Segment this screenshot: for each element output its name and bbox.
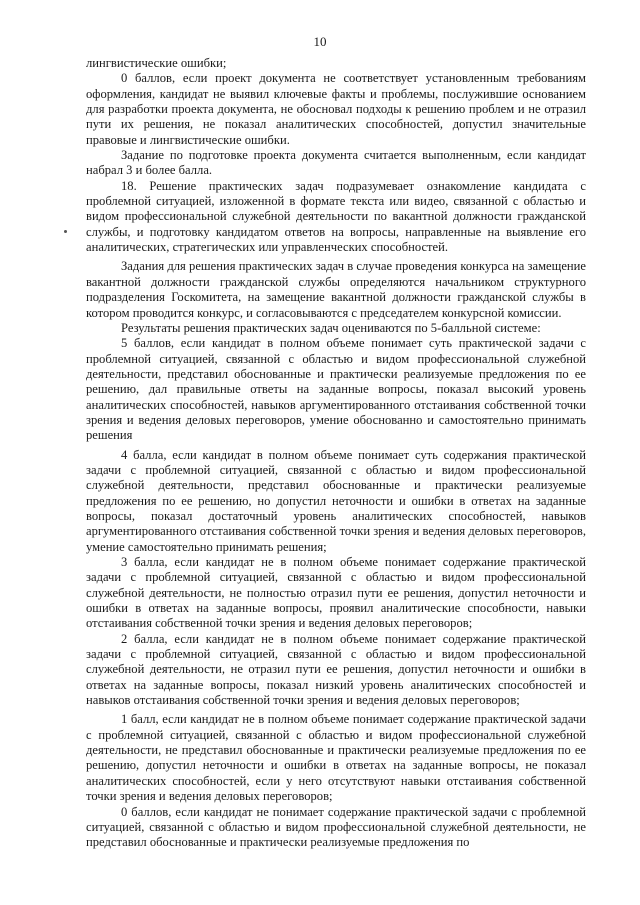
paragraph-tasks-definition: Задания для решения практических задач в случае проведения конкурса на замещение вакантной должности гражданской службы определяются начальником структурного подразделения Госкомитета, на замещение вакантной должности гражданской службы в котором проводится конкурс, и согласовываются с председателем конкурсной комиссии. <box>86 259 586 320</box>
paragraph-zero-points-project: 0 баллов, если проект документа не соответствует установленным требованиям оформления, кандидат не выявил ключевые факты и проблемы, послужившие основанием для разработки проекта документа, не обосновал подходы к решению проблем и не отразил пути их решения, не показал аналитических способностей, допустил значительные правовые и лингвистические ошибки. <box>86 71 586 147</box>
paragraph-2-points: 2 балла, если кандидат не в полном объеме понимает содержание практической задачи с проблемной ситуацией, связанной с областью и видом профессиональной служебной деятельности, не отразил пути ее решения, допустил неточности и ошибки в ответах на заданные вопросы, показал низкий уровень аналитических способностей и навыков отстаивания собственной точки зрения и ведения деловых переговоров; <box>86 631 586 708</box>
paragraph-project-passing: Задание по подготовке проекта документа считается выполненным, если кандидат набрал 3 и более балла. <box>86 148 586 178</box>
paragraph-0-points-task: 0 баллов, если кандидат не понимает содержание практической задачи с проблемной ситуацией, связанной с областью и видом профессиональной служебной деятельности, не представил обоснованные и практически реализуемые предложения по <box>86 804 586 850</box>
paragraph-4-points: 4 балла, если кандидат в полном объеме понимает суть содержания практической задачи с проблемной ситуацией, связанной с областью и видом профессиональной служебной деятельности, представил обоснованные и практически реализуемые предложения по ее решению, но допустил неточности и ошибки в ответах на заданные вопросы, показал достаточный уровень аналитических способностей, навыков аргументированного отстаивания собственной точки зрения и ведения деловых переговоров, умение самостоятельно принимать решения; <box>86 447 586 554</box>
margin-mark <box>64 230 67 233</box>
paragraph-5-points: 5 баллов, если кандидат в полном объеме понимает суть практической задачи с проблемной ситуацией, связанной с областью и видом профессиональной служебной деятельности, представил обоснованные и практически реализуемые предложения по ее решению, дал правильные ответы на заданные вопросы, показал высокий уровень аналитических способностей, навыков аргументированного отстаивания собственной точки зрения и ведения деловых переговоров, умение обоснованно и самостоятельно принимать решения <box>86 336 586 443</box>
paragraph-scoring-system: Результаты решения практических задач оцениваются по 5-балльной системе: <box>121 320 541 335</box>
paragraph-continuation: лингвистические ошибки; <box>86 56 227 70</box>
paragraph-3-points: 3 балла, если кандидат не в полном объеме понимает содержание практической задачи с проблемной ситуацией, связанной с областью и видом профессиональной служебной деятельности, не полностью отразил пути ее решения, допустил неточности и ошибки в ответах на заданные вопросы, проявил аналитические способности, навыки отстаивания собственной точки зрения и ведения деловых переговоров; <box>86 555 586 631</box>
page-number: 10 <box>313 34 327 49</box>
paragraph-1-point: 1 балл, если кандидат не в полном объеме понимает содержание практической задачи с проблемной ситуацией, связанной с областью и видом профессиональной служебной деятельности, не представил обоснованные и практически реализуемые предложения по ее решению, допустил неточности и ошибки в ответах на заданные вопросы, не показал аналитических способностей, если у него отсутствуют навыки отстаивания собственной точки зрения и ведения деловых переговоров; <box>86 712 586 804</box>
paragraph-section-18: 18. Решение практических задач подразумевает ознакомление кандидата с проблемной ситуацией, изложенной в формате текста или видео, связанной с областью и видом профессиональной служебной деятельности по вакантной должности гражданской службы, и подготовку кандидатом ответов на вопросы, направленные на выявление его аналитических, стратегических или управленческих способностей. <box>86 178 586 255</box>
document-body <box>86 56 586 851</box>
